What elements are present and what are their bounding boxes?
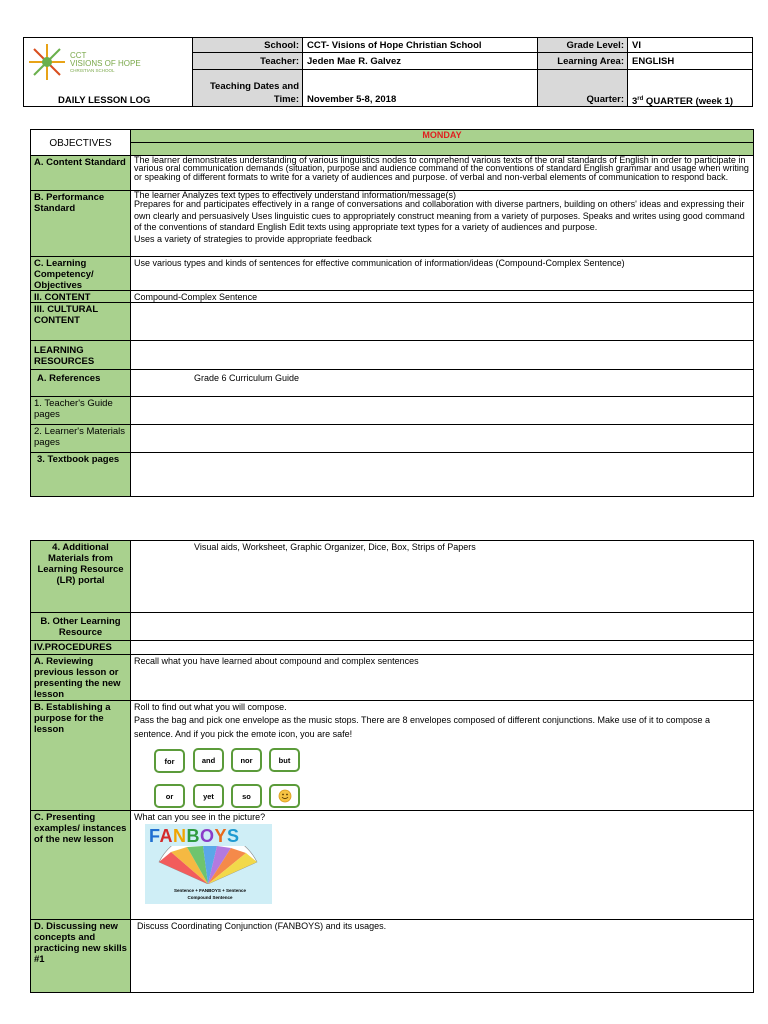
fanboys-letter: S: [227, 826, 240, 846]
fanboys-letter: N: [173, 826, 187, 846]
quarter-label: Quarter:: [537, 69, 628, 107]
teachers-guide-label: 1. Teacher's Guide pages: [30, 396, 131, 425]
fanboys-letter: O: [200, 826, 215, 846]
examples-text: What can you see in the picture?: [130, 810, 754, 920]
teachers-guide-value: [130, 396, 754, 425]
performance-line3: Uses a variety of strategies to provide appropriate feedback: [134, 234, 372, 245]
emote-card[interactable]: [269, 784, 300, 808]
fanboys-letter: B: [186, 826, 201, 846]
conjunction-card[interactable]: nor: [231, 748, 262, 772]
purpose-label: B. Establishing a purpose for the lesson: [30, 700, 131, 811]
conjunction-card[interactable]: so: [231, 784, 262, 808]
purpose-line1: Roll to find out what you will compose.: [134, 702, 287, 712]
other-resource-value: [130, 612, 754, 641]
procedures-value: [130, 640, 754, 655]
logo-cell: [23, 37, 193, 107]
additional-materials-label: 4. Additional Materials from Learning Resource (LR) portal: [30, 540, 131, 613]
performance-standard-label: B. Performance Standard: [30, 190, 131, 257]
area-value: ENGLISH: [627, 52, 753, 70]
grade-value: VI: [627, 37, 753, 53]
other-resource-label: B. Other Learning Resource: [30, 612, 131, 641]
logo-text-line3: CHRISTIAN SCHOOL: [70, 68, 115, 73]
teacher-label: Teacher:: [192, 52, 303, 70]
grade-label: Grade Level:: [537, 37, 628, 53]
teacher-value: Jeden Mae R. Galvez: [302, 52, 538, 70]
school-logo-icon: [27, 42, 67, 82]
dates-label-line2: Time:: [273, 94, 299, 105]
quarter-text: QUARTER (week 1): [643, 96, 734, 107]
dates-label: [192, 69, 303, 107]
logo-text-line1: CCT: [70, 51, 87, 60]
review-label: A. Reviewing previous lesson or presenting the new lesson: [30, 654, 131, 701]
quarter-number: 3: [632, 96, 638, 107]
cultural-content-value: [130, 302, 754, 341]
conjunction-card[interactable]: for: [154, 749, 185, 773]
performance-standard-cell: [130, 190, 754, 257]
fanboys-letter: A: [159, 826, 174, 846]
quarter-value: [627, 69, 753, 107]
references-text: Grade 6 Curriculum Guide: [130, 369, 754, 397]
purpose-line2: Pass the bag and pick one envelope as the music stops. There are 8 envelopes composed of different conjunctions. Make use of it to compose a sentence. And if you pick the emote icon, you are safe!: [134, 715, 711, 739]
logo-text-line2: VISIONS OF HOPE: [70, 59, 141, 68]
content-standard-text: The learner demonstrates understanding of various linguistics nodes to comprehend various texts of the oral standards of English in order to participate in various oral communication demands (situation, purpose and audience command of the conventions of standard English grammar and usage when writing or speaking of different formats to write for a variety of audiences and purpose. of verbal and non-verbal elements of communication to respond back.: [130, 155, 754, 191]
dates-label-line1: Teaching Dates and: [209, 81, 299, 92]
log-title: DAILY LESSON LOG: [58, 95, 151, 106]
fanboys-letter: F: [149, 826, 160, 846]
discuss-text: Discuss Coordinating Conjunction (FANBOYS) and its usages.: [130, 919, 754, 993]
content-text: Compound-Complex Sentence: [130, 290, 754, 303]
textbook-value: [130, 452, 754, 497]
examples-label: C. Presenting examples/ instances of the new lesson: [30, 810, 131, 920]
learners-materials-label: 2. Learner's Materials pages: [30, 424, 131, 453]
performance-line2: Prepares for and participates effectively in a range of conversations and collaboration with diverse partners, building on others' ideas and expressing their own clearly and persuasively Uses linguistic cues to appropriately construct meaning from a variety of purposes. Speaks and writes using good command of the conventions of standard English Edit texts using appropriate text types for a variety of audiences and purpose.: [134, 199, 745, 233]
learning-resources-label: LEARNING RESOURCES: [30, 340, 131, 370]
dates-value: November 5-8, 2018: [302, 69, 538, 107]
discuss-label: D. Discussing new concepts and practicing new skills #1: [30, 919, 131, 993]
fanboys-image: [145, 824, 272, 904]
conjunction-card[interactable]: yet: [193, 784, 224, 808]
fanboys-letter: Y: [214, 826, 228, 846]
cultural-content-label: III. CULTURAL CONTENT: [30, 302, 131, 341]
objectives-heading: OBJECTIVES: [30, 129, 131, 156]
school-value: CCT- Visions of Hope Christian School: [302, 37, 538, 53]
competency-text: Use various types and kinds of sentences for effective communication of information/ideas (Compound-Complex Sentence): [130, 256, 754, 291]
content-standard-label: A. Content Standard: [30, 155, 131, 191]
additional-materials-text: Visual aids, Worksheet, Graphic Organizer, Dice, Box, Strips of Papers: [130, 540, 754, 613]
smiley-emote-icon: [278, 789, 292, 803]
area-label: Learning Area:: [537, 52, 628, 70]
procedures-label: IV.PROCEDURES: [30, 640, 131, 655]
conjunction-card[interactable]: or: [154, 784, 185, 808]
references-label: A. References: [30, 369, 131, 397]
fanboys-title: [149, 826, 240, 847]
fanboys-caption: Compound Sentence: [187, 895, 233, 900]
conjunction-card[interactable]: but: [269, 748, 300, 772]
content-label: II. CONTENT: [30, 290, 131, 303]
review-text: Recall what you have learned about compound and complex sentences: [130, 654, 754, 701]
conjunction-card[interactable]: and: [193, 748, 224, 772]
performance-line1: The learner Analyzes text types to effectively understand information/message(s): [134, 190, 456, 200]
day-subheading: [130, 142, 754, 156]
day-heading: MONDAY: [130, 129, 754, 143]
fanboys-formula: Sentence + FANBOYS + Sentence: [173, 888, 247, 893]
school-label: School:: [192, 37, 303, 53]
textbook-label: 3. Textbook pages: [30, 452, 131, 497]
competency-label: C. Learning Competency/ Objectives: [30, 256, 131, 291]
quarter-ordinal: rd: [637, 96, 644, 102]
learning-resources-value: [130, 340, 754, 370]
learners-materials-value: [130, 424, 754, 453]
fanboys-fan-graphic: [151, 846, 266, 884]
